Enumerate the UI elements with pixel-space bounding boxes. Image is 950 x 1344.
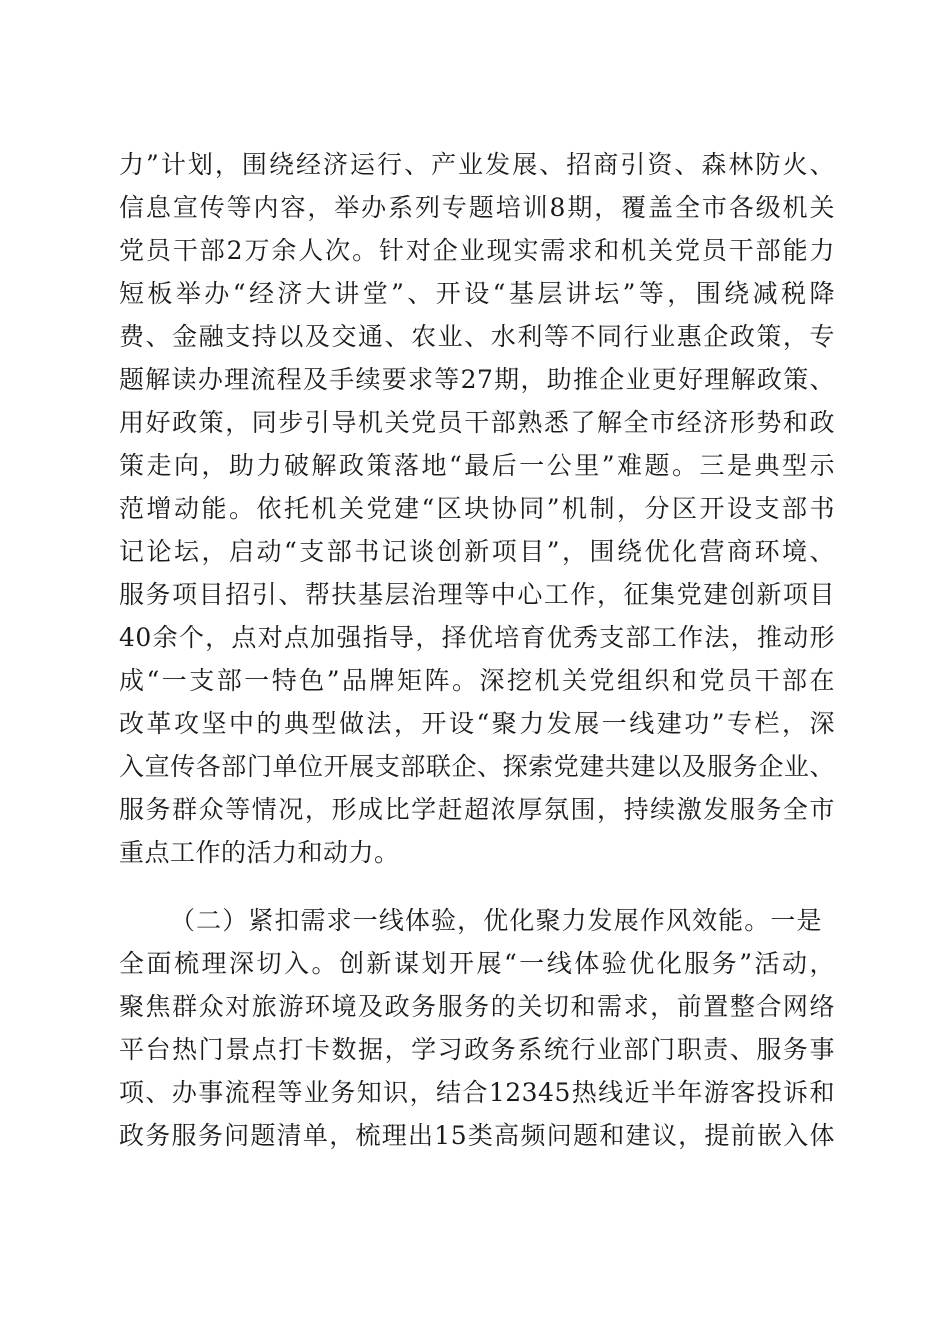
text-line-17: 重点工作的活力和动力。 [119, 838, 400, 867]
text-line-3: 党员干部2万余人次。针对企业现实需求和机关党员干部能力 [119, 236, 835, 265]
text-line-13: 成“一支部一特色”品牌矩阵。深挖机关党组织和党员干部在 [119, 666, 835, 695]
text-line-19: 全面梳理深切入。创新谋划开展“一线体验优化服务”活动， [119, 949, 835, 978]
text-line-5: 费、金融支持以及交通、农业、水利等不同行业惠企政策，专 [119, 322, 835, 351]
text-line-6: 题解读办理流程及手续要求等27期，助推企业更好理解政策、 [119, 365, 835, 394]
text-line-11: 服务项目招引、帮扶基层治理等中心工作，征集党建创新项目 [119, 580, 835, 609]
text-line-1: 力”计划，围绕经济运行、产业发展、招商引资、森林防火、 [119, 150, 835, 179]
text-line-15: 入宣传各部门单位开展支部联企、探索党建共建以及服务企业、 [119, 752, 835, 781]
text-line-16: 服务群众等情况，形成比学赶超浓厚氛围，持续激发服务全市 [119, 795, 835, 824]
text-line-7: 用好政策，同步引导机关党员干部熟悉了解全市经济形势和政 [119, 408, 835, 437]
text-line-12: 40余个，点对点加强指导，择优培育优秀支部工作法，推动形 [119, 623, 835, 652]
text-line-20: 聚焦群众对旅游环境及政务服务的关切和需求，前置整合网络 [119, 992, 835, 1021]
text-line-21: 平台热门景点打卡数据，学习政务系统行业部门职责、服务事 [119, 1035, 835, 1064]
text-line-14: 改革攻坚中的典型做法，开设“聚力发展一线建功”专栏，深 [119, 709, 835, 738]
section-heading-line: （二）紧扣需求一线体验，优化聚力发展作风效能。一是 [170, 906, 822, 935]
text-line-23: 政务服务问题清单，梳理出15类高频问题和建议，提前嵌入体 [119, 1121, 835, 1150]
text-line-4: 短板举办“经济大讲堂”、开设“基层讲坛”等，围绕减税降 [119, 279, 835, 308]
text-line-10: 记论坛，启动“支部书记谈创新项目”，围绕优化营商环境、 [119, 537, 835, 566]
text-line-2: 信息宣传等内容，举办系列专题培训8期，覆盖全市各级机关 [119, 193, 835, 222]
text-line-8: 策走向，助力破解政策落地“最后一公里”难题。三是典型示 [119, 451, 835, 480]
text-line-22: 项、办事流程等业务知识，结合12345热线近半年游客投诉和 [119, 1078, 835, 1107]
text-line-9: 范增动能。依托机关党建“区块协同”机制，分区开设支部书 [119, 494, 835, 523]
